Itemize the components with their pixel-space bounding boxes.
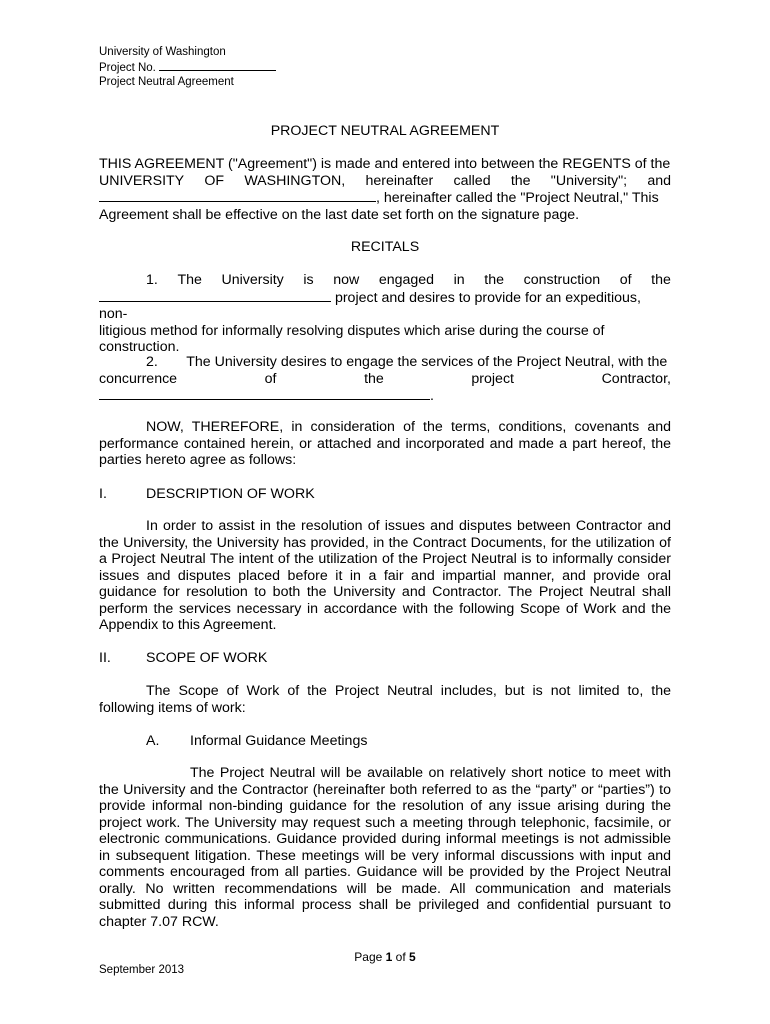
recital-1-line-4: construction. — [99, 339, 180, 355]
word: of — [619, 272, 632, 288]
word: project — [471, 370, 514, 387]
word: construction — [523, 272, 601, 288]
word: of — [264, 370, 277, 387]
header-university: University of Washington — [99, 46, 226, 58]
word: in — [453, 272, 465, 288]
section-2-title: SCOPE OF WORK — [146, 650, 268, 666]
page-total: 5 — [409, 950, 416, 964]
word: is — [303, 272, 314, 288]
section-2-paragraph: The Scope of Work of the Project Neutral includes, but is not limited to, the following items of work: — [99, 683, 671, 716]
page-of: of — [392, 950, 410, 964]
recital-1-line-2 — [99, 289, 671, 323]
contractor-name-blank — [99, 387, 430, 400]
now-therefore-paragraph: NOW, THEREFORE, in consideration of the terms, conditions, covenants and performance contained herein, or attached and incorporated and made a part hereof, the parties hereto agree as follows: — [99, 419, 671, 468]
document-header — [99, 45, 276, 90]
recitals-heading: RECITALS — [350, 239, 420, 255]
intro-line-2 — [99, 173, 671, 190]
word: Contractor, — [601, 370, 671, 387]
recital-2 — [99, 354, 671, 405]
word: WASHINGTON, — [244, 172, 346, 189]
word: 1. — [146, 272, 158, 288]
section-2-heading — [99, 650, 671, 667]
recital-1 — [99, 272, 671, 356]
recital-1-line-1 — [99, 272, 671, 289]
intro-line-1: THIS AGREEMENT ("Agreement") is made and entered into between the REGENTS of the — [99, 156, 671, 172]
header-project-no — [99, 60, 276, 76]
intro-line-4: Agreement shall be effective on the last date set forth on the signature page. — [99, 206, 580, 223]
word: the — [484, 272, 505, 288]
section-1-number: I. — [99, 486, 107, 502]
word: UNIVERSITY — [99, 172, 185, 189]
footer-date: September 2013 — [99, 964, 185, 976]
word: the — [364, 370, 384, 387]
word: the — [510, 172, 531, 189]
section-1-title: DESCRIPTION OF WORK — [146, 486, 315, 502]
word: and — [647, 172, 671, 189]
project-no-blank — [159, 60, 276, 71]
header-doc-name: Project Neutral Agreement — [99, 76, 234, 88]
word: concurrence — [99, 370, 178, 387]
subsection-a-letter: A. — [146, 733, 160, 749]
section-2-number: II. — [99, 650, 111, 666]
word: now — [333, 272, 360, 288]
word: The — [177, 272, 202, 288]
word: hereinafter — [365, 172, 434, 189]
subsection-a-paragraph: The Project Neutral will be available on relatively short notice to meet with the University and the Contractor (hereinafter both referred to as the “party” or “parties”) to provide informal non-binding guidance for the resolution of any issue arising during the project work. The University may request such a meeting through telephonic, facsimile, or electronic communications. Guidance provided during informal meetings is not admissible in subsequent litigation. These meetings will be very informal discussions with input and comments encouraged from all parties. Guidance will be provided by the Project Neutral orally. No written recommendations will be made. All communication and materials submitted during this informal process shall be privileged and confidential pursuant to chapter 7.07 RCW. — [99, 765, 671, 930]
neutral-name-blank — [99, 189, 376, 202]
recital-2-line-1: 2. The University desires to engage the services of the Project Neutral, with the — [146, 354, 668, 370]
page-label: Page — [354, 950, 386, 964]
word: "University"; — [550, 172, 628, 189]
intro-line-3 — [99, 189, 671, 207]
word: the — [651, 272, 671, 288]
page-number — [0, 950, 770, 964]
section-1-heading — [99, 486, 671, 503]
word: University — [221, 272, 284, 288]
recital-2-line-3-text: . — [430, 388, 434, 404]
section-1-paragraph: In order to assist in the resolution of issues and disputes between Contractor and the University, the University has provided, in the Contract Documents, for the utilization of a Project Neutral The intent of the utilization of the Project Neutral is to informally consider issues and disputes placed before it in a fair and impartial manner, and provide oral guidance for resolution to both the University and Contractor. The Project Neutral shall perform the services necessary in accordance with the following Scope of Work and the Appendix to this Agreement. — [99, 518, 671, 633]
word: OF — [204, 172, 225, 189]
intro-line-3-text: , hereinafter called the "Project Neutral," This — [376, 190, 659, 206]
word: engaged — [378, 272, 435, 288]
intro-paragraph — [99, 156, 671, 223]
subsection-a-heading — [99, 733, 671, 750]
recital-1-line-2-text: project and desires to provide for an expeditious, non- — [99, 289, 641, 322]
page-title: PROJECT NEUTRAL AGREEMENT — [270, 123, 500, 139]
page-current: 1 — [385, 950, 393, 964]
word: called — [453, 172, 491, 189]
recital-2-line-3 — [99, 387, 671, 405]
subsection-a-title: Informal Guidance Meetings — [190, 733, 368, 749]
recital-1-line-3: litigious method for informally resolving disputes which arise during the course of — [99, 322, 605, 339]
project-no-label: Project No. — [99, 61, 156, 74]
recital-2-line-2 — [99, 371, 671, 388]
project-name-blank — [99, 289, 331, 302]
